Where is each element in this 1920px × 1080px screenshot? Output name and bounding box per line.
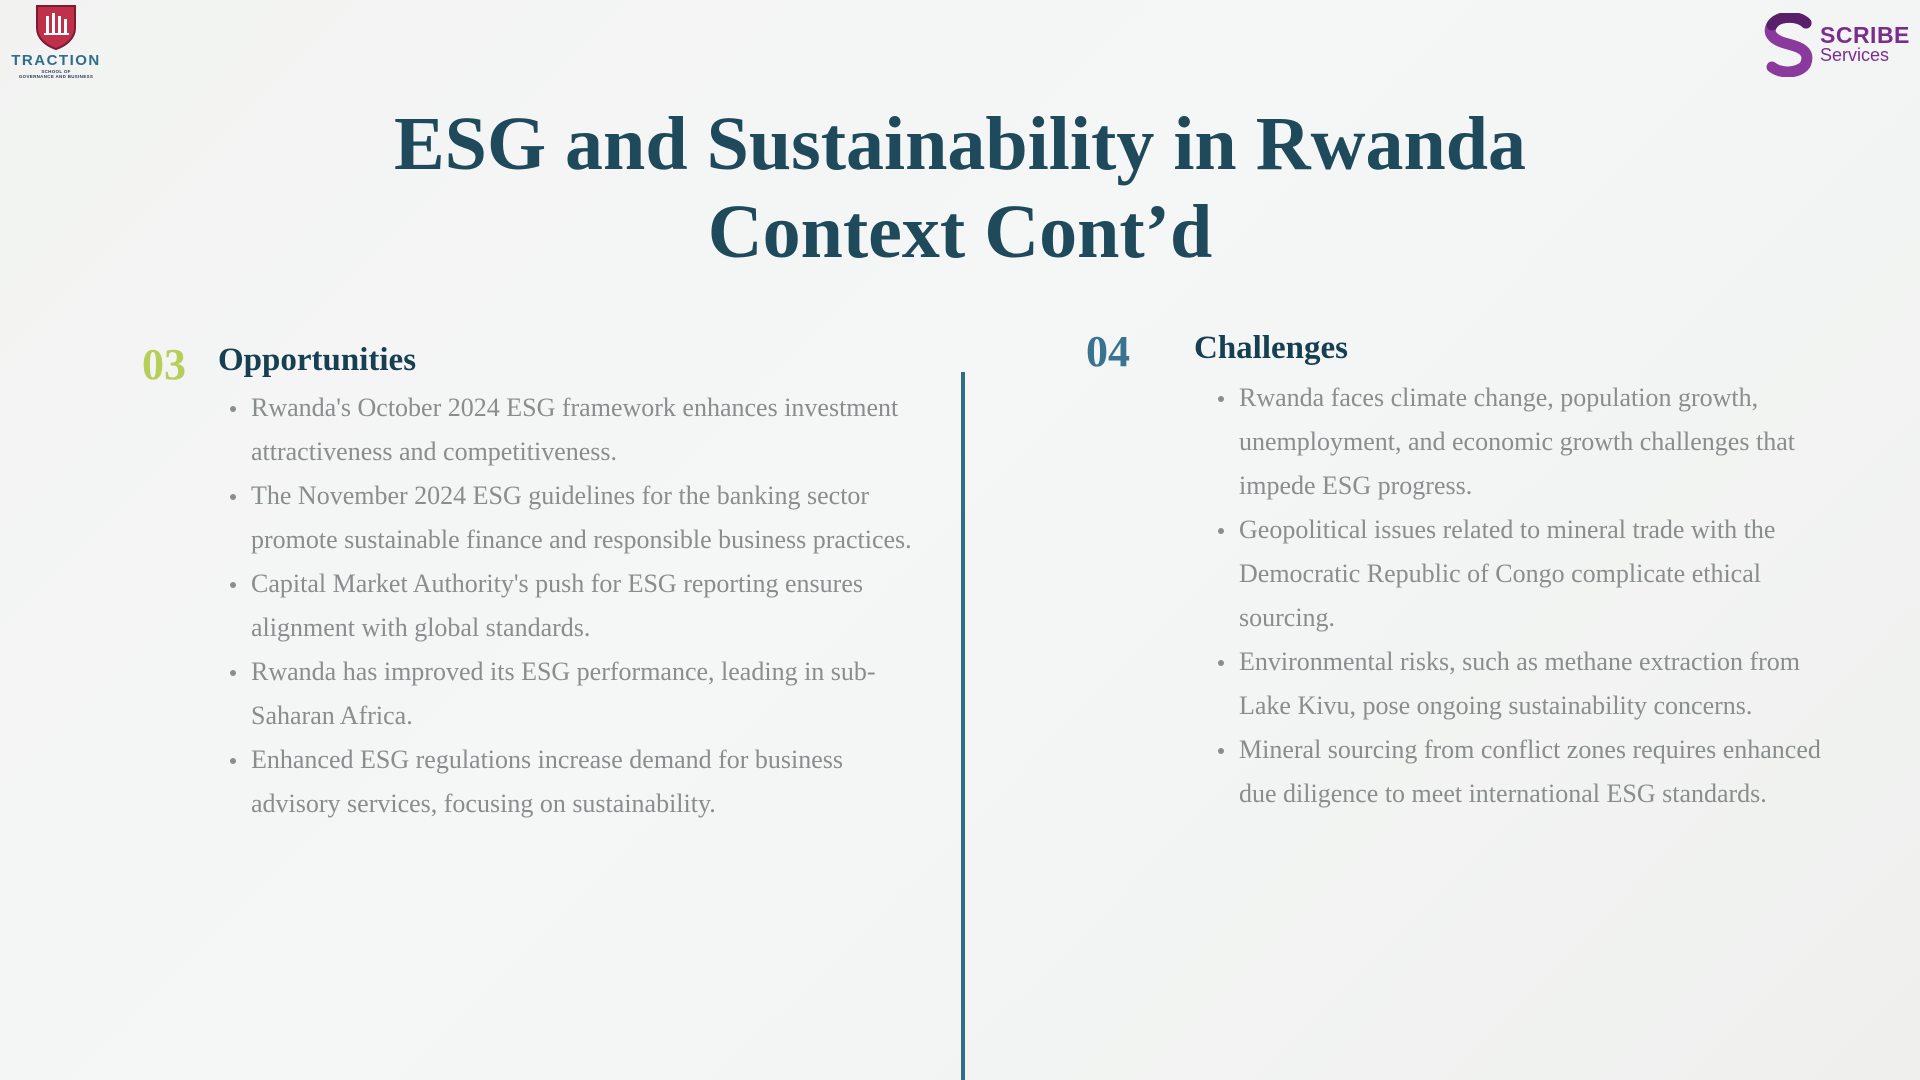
list-item: Environmental risks, such as methane extraction from Lake Kivu, pose ongoing sustainability concerns. — [1214, 640, 1854, 728]
section-number-opportunities: 03 — [142, 340, 186, 389]
logo-subline-2: GOVERNANCE AND BUSINESS — [18, 74, 94, 79]
logo-subline-1: SCHOOL OF — [41, 69, 71, 74]
challenges-list — [1214, 376, 1854, 816]
list-item: Geopolitical issues related to mineral trade with the Democratic Republic of Congo complicate ethical sourcing. — [1214, 508, 1854, 640]
logo-word-2: Services — [1820, 45, 1890, 65]
scribe-s-icon — [1762, 13, 1818, 77]
logo-name: TRACTION — [11, 52, 101, 69]
logo-word-1: SCRIBE — [1820, 22, 1910, 48]
shield-icon — [34, 4, 78, 50]
list-item: Rwanda's October 2024 ESG framework enhances investment attractiveness and competitiveness. — [226, 386, 916, 474]
list-item: Enhanced ESG regulations increase demand for business advisory services, focusing on sustainability. — [226, 738, 916, 826]
slide-title-line-1: ESG and Sustainability in Rwanda — [393, 102, 1527, 186]
section-heading-opportunities: Opportunities — [218, 342, 417, 378]
slide-title — [360, 100, 1560, 276]
column-divider — [961, 372, 965, 1080]
traction-logo — [0, 4, 112, 82]
list-item: The November 2024 ESG guidelines for the banking sector promote sustainable finance and responsible business practices. — [226, 474, 916, 562]
list-item: Capital Market Authority's push for ESG reporting ensures alignment with global standards. — [226, 562, 916, 650]
scribe-logo — [1762, 12, 1912, 78]
list-item: Rwanda has improved its ESG performance, leading in sub-Saharan Africa. — [226, 650, 916, 738]
opportunities-list — [226, 386, 916, 826]
list-item: Mineral sourcing from conflict zones requires enhanced due diligence to meet international ESG standards. — [1214, 728, 1854, 816]
list-item: Rwanda faces climate change, population growth, unemployment, and economic growth challenges that impede ESG progress. — [1214, 376, 1854, 508]
section-number-challenges: 04 — [1086, 327, 1130, 376]
slide-title-line-2: Context Cont’d — [707, 190, 1213, 274]
section-heading-challenges: Challenges — [1194, 330, 1349, 366]
